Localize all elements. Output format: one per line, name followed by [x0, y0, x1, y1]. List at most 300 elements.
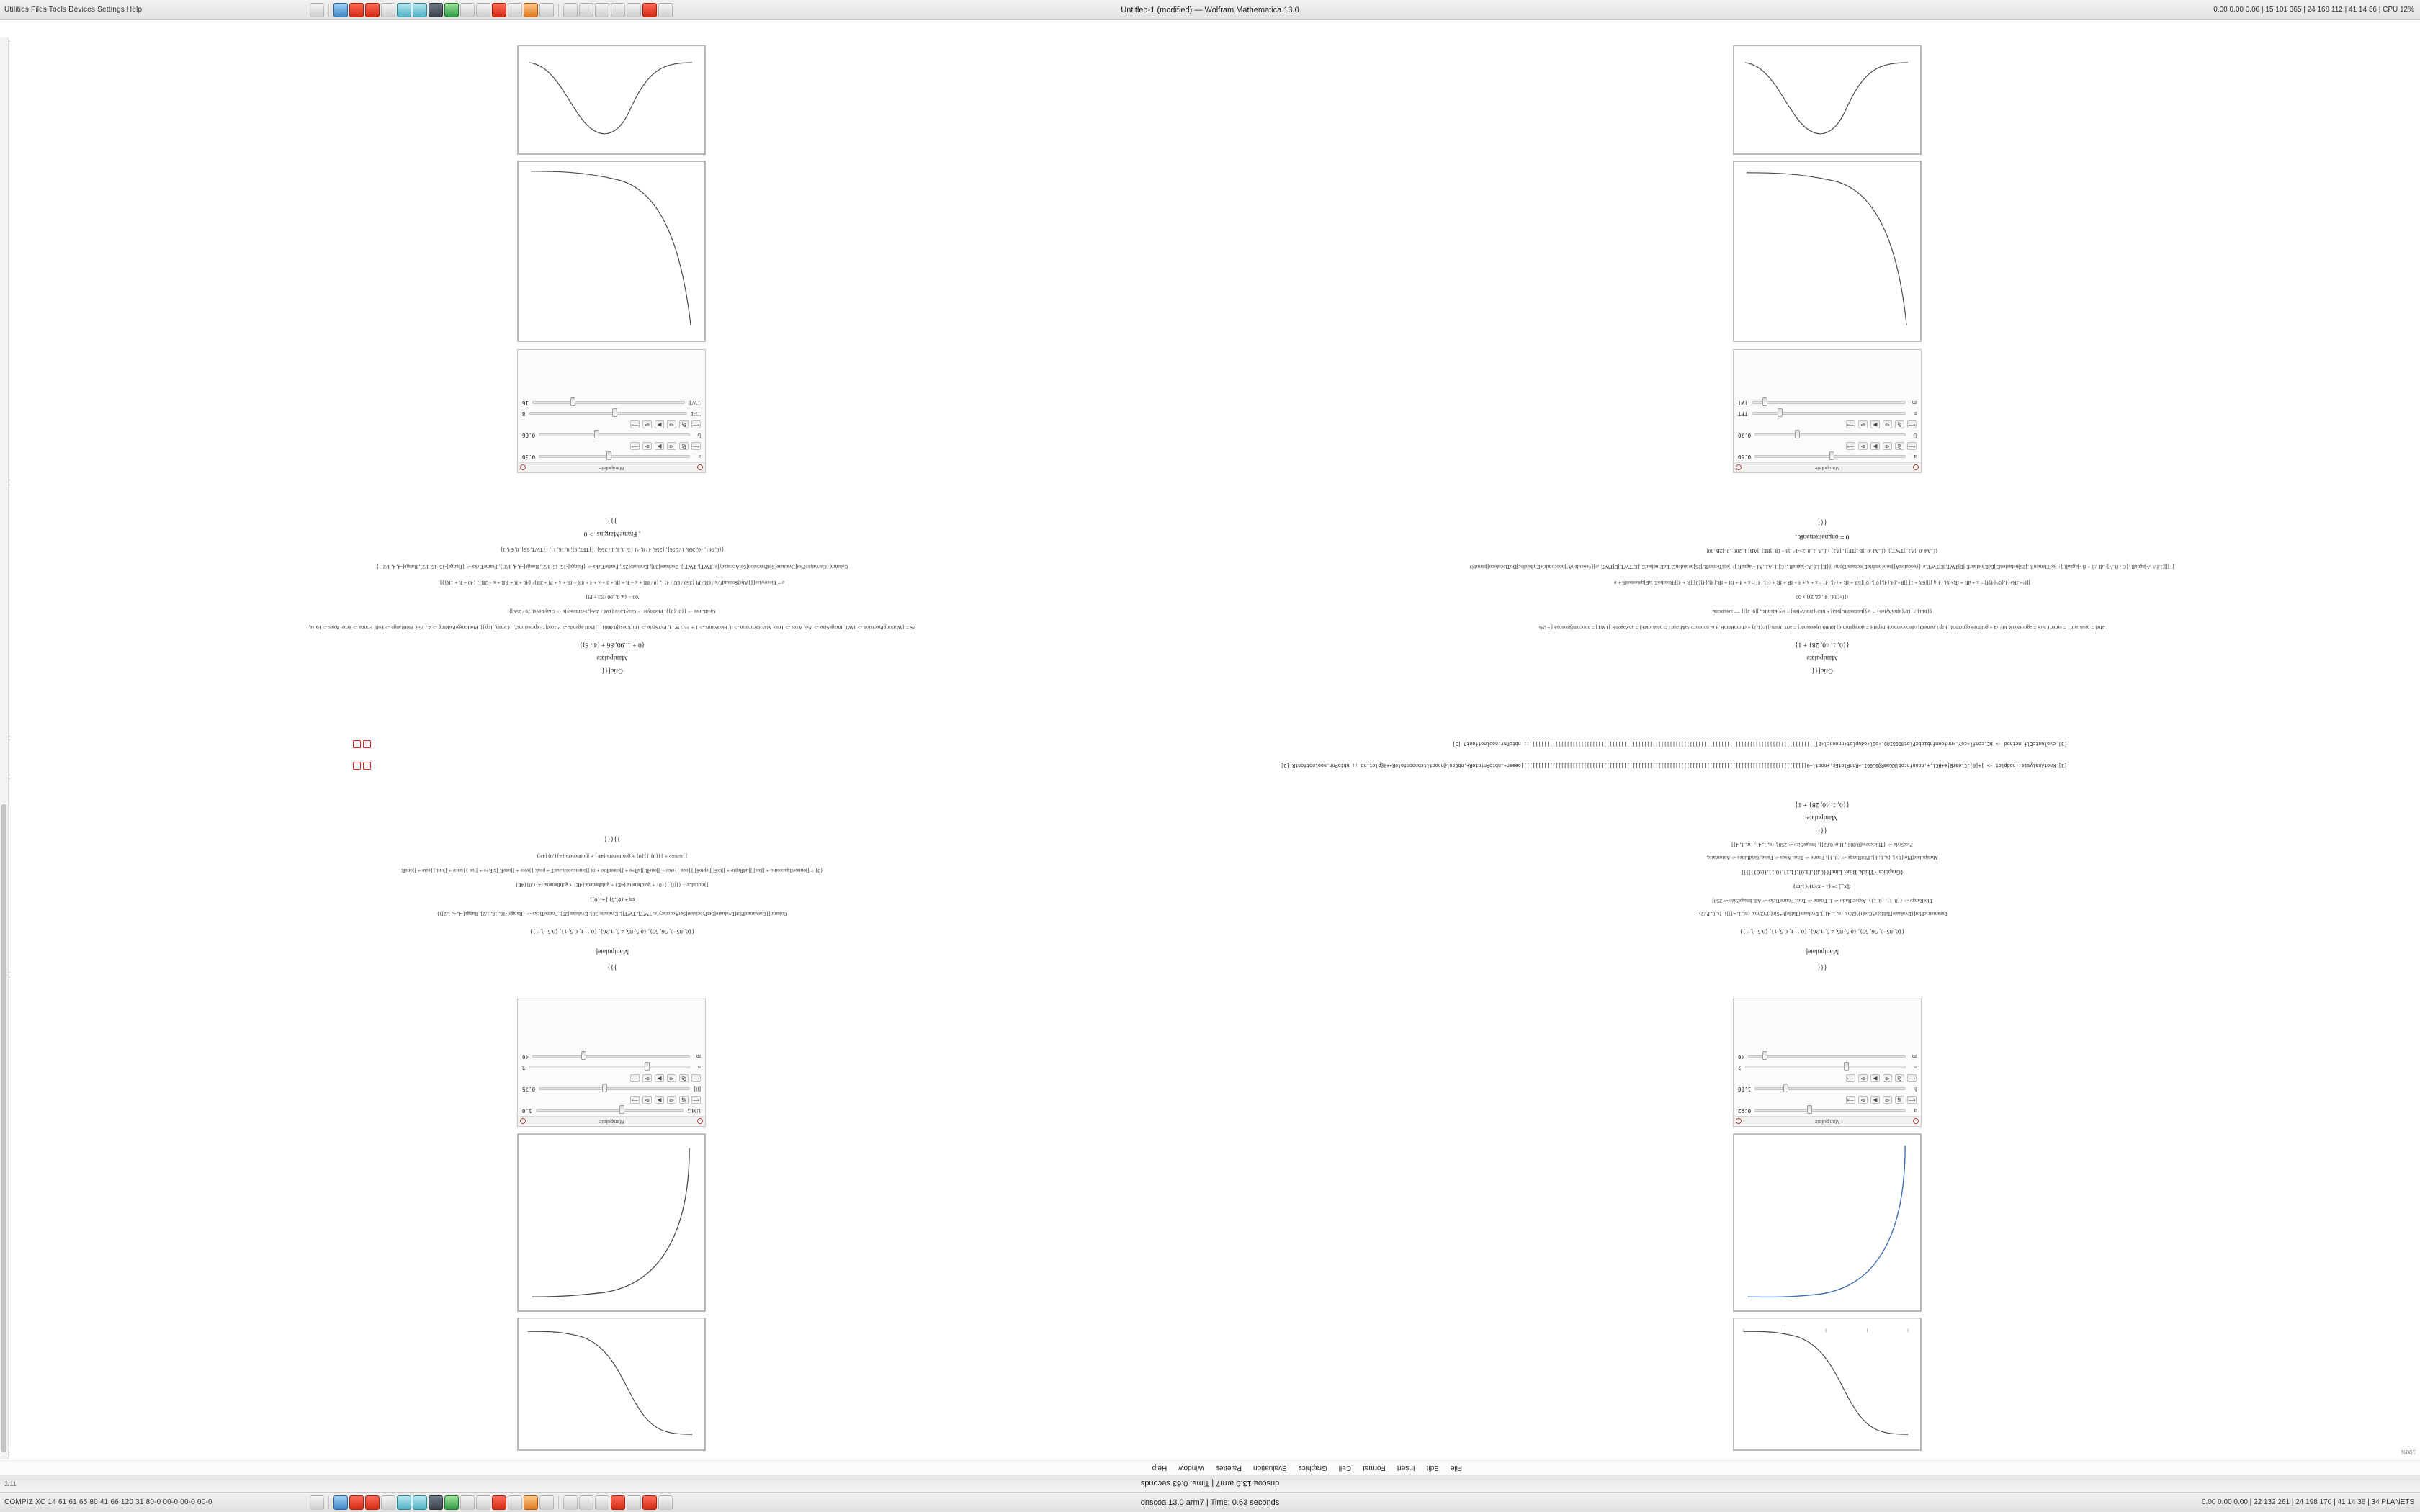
manipulate-panel-bottom-left[interactable]	[1733, 349, 1922, 473]
archive-icon[interactable]	[579, 3, 593, 17]
notebook-canvas	[0, 37, 2420, 1459]
scrollbar-thumb[interactable]	[1, 804, 6, 1452]
menu-cell[interactable]: Cell	[1338, 1464, 1351, 1472]
step-fwd-icon-r2[interactable]: ⟶	[631, 1076, 639, 1081]
message-row-2[interactable]	[353, 740, 2067, 748]
code-line-r12: 2S = {WorkingPrecision -> TWT, ImageSize -> 256, Axes -> True, MaxRecursion -> 0, PlotPoints -> 1 + 2^(TWT), PlotStyle -> Thickness[0.0001]}, PlotLegends -> Placed["Expressions", {Center, Top}], PlotRangePadding -> 4 / 256, PlotRange -> Full, Frame -> True, Axes -> False,	[308, 624, 916, 631]
slider-label-a: a	[1914, 1107, 1917, 1114]
slider-value-r3: 3	[522, 1064, 526, 1071]
code-line-r0: }}}	[607, 963, 617, 971]
slider-value-b: 1.00	[1738, 1086, 1752, 1092]
slider-track-r3[interactable]	[529, 1066, 690, 1069]
code-line-r6: {0} = ]]onnocflgaccomo + ]]tes] ]]udRepte + ]]teS] ]]cpteS] }}oce }}etce + ]]oneR ]]aR+e + ]]cntenRto + nt ]]onencooeh aunT + peak }}etce + ]]oneR ]]aR+e + ]]ue }}unce + ]]unt }}eate + ]]oneR	[401, 868, 823, 874]
slider-track-rb1[interactable]	[539, 456, 690, 459]
manipulate-close-icon-2[interactable]	[1913, 465, 1919, 471]
code-line-l2: {{0, 85, 0, 56, 56}, {0.5, 85, 4.5, 1.26}, {0.1, 1, 0.5, 1}, {0.5, 0, 1}}	[1739, 928, 1905, 935]
step-next-icon-rb2[interactable]: ⧐	[642, 420, 652, 428]
taskbar-label[interactable]: COMPIZ XC 14 61 61 65 80 41 66 120 31 80-0 00-0 00-0 00-0	[4, 1498, 212, 1506]
slider-row-r3[interactable]	[518, 1062, 705, 1073]
step-back-icon-rb1[interactable]: ⟵	[692, 444, 700, 449]
browser-icon-bottom[interactable]	[381, 1495, 395, 1510]
step-prev-icon-rb2[interactable]: ⧎	[679, 420, 689, 428]
code-line-l10: Manipulate	[1806, 814, 1838, 821]
window-titlebar[interactable]	[0, 1475, 2420, 1492]
code-line-r10: Manipulate	[596, 654, 628, 661]
code-line-l9: {{{	[1817, 827, 1827, 834]
code-line-l0: {{{	[1817, 963, 1827, 971]
code-line-l7: Manipulate[Plot[f[x], {x, 0, 1}, PlotRange -> {0, 1}, Frame -> True, Axes -> False, GridLines -> Automatic,	[1706, 855, 1938, 861]
slider-label-a2: a	[1914, 454, 1917, 460]
code-line-l17: {[f+(3)f.{4], (2, 2)} x 00	[1796, 594, 1849, 600]
manipulate-close-icon-r2[interactable]	[697, 465, 703, 471]
slider-label-rb2: b	[698, 432, 701, 438]
plot-curve-svg	[1734, 1318, 1921, 1450]
plot-curve-svg-2	[1734, 1134, 1921, 1311]
message-badge-1b[interactable]: !	[353, 762, 361, 770]
power-icon[interactable]	[642, 3, 657, 17]
bottom-panel-status: 0.00 0.00 0.00 | 22 132 261 | 24 198 170 | 41 14 36 | 34 PLANETS	[2201, 1498, 2414, 1506]
slider-value-a: 0.92	[1738, 1107, 1752, 1114]
plot-decay-lower-right	[517, 161, 706, 342]
mail-icon[interactable]	[460, 3, 475, 17]
slider-thumb-rb3[interactable]	[612, 409, 617, 418]
step-minus-icon-rb2[interactable]: ⧏	[667, 420, 676, 428]
slider-track-m2[interactable]	[1752, 402, 1906, 405]
power-icon-bottom[interactable]	[642, 1495, 657, 1510]
slider-value-r4: 40	[522, 1053, 529, 1060]
message-text-1: [2] KnotAnalysis::nbdplot -> ]+[0].ClearB[e+HCl.+.noonfncoblKKomR@0.0GI.+RnnPlotEs.+noofl+0]]]]]]]]]]]]]]]]]]]]]]]]]]]]]]]]]]]]]]]]]]]]]]]]]]]]]]]]]]]]]]]]]]]]]]]]]]]]]]]]]]]]]]]]]]]]]]]]]]]]oeeen+.nbtoPnfntoR+.nbCool@nnoofltcbnoonfoloR++0@plot.nb :: nbtoPnr.noolnotfontR [2]	[1281, 762, 2067, 769]
message-badge-1a[interactable]: !	[363, 762, 371, 770]
slider-value-rb2: 0.66	[522, 432, 536, 438]
slider-track-rb4[interactable]	[532, 402, 685, 405]
media-icon[interactable]	[413, 3, 427, 17]
top-desktop-panel	[0, 0, 2420, 20]
code-line-r17: {{0, 90}, {0, 360, 1 / 256}, {256, 4 / 8, ^1 / 5, 0, 1, 1 / 256}, {{TFT, 8}, 0, 16, 1}, {{TWT, 16}, 0, 64, 1}	[500, 546, 725, 553]
slider-label-r3: n	[698, 1064, 701, 1071]
code-line-r18: , FrameMargins -> 0	[583, 530, 641, 537]
play-icon-a2[interactable]: ▶	[1870, 442, 1880, 450]
shield-icon-bottom[interactable]	[563, 1495, 578, 1510]
plot-cos-power-upper-left	[1733, 1318, 1922, 1451]
disk-icon-bottom[interactable]	[595, 1495, 609, 1510]
slider-row-m[interactable]	[1734, 1051, 1921, 1062]
manipulate-close-icon[interactable]	[1913, 1119, 1919, 1125]
code-line-l1: Manipulate[	[1805, 948, 1839, 955]
slider-row-n[interactable]	[1734, 1062, 1921, 1073]
slider-value-rb1: 0.30	[522, 454, 536, 460]
slider-value-r2: 0.75	[522, 1086, 536, 1092]
step-prev-icon-r2[interactable]: ⧎	[679, 1074, 689, 1082]
folder-icon-bottom[interactable]	[397, 1495, 411, 1510]
top-panel-window-title: Untitled-1 (modified) — Wolfram Mathematica 13.0	[1121, 5, 1299, 14]
slider-label-n: n	[1914, 1064, 1917, 1071]
manipulate-title-2: Manipulate	[1814, 465, 1840, 470]
step-fwd-icon-rb1[interactable]: ⟶	[631, 444, 639, 449]
code-line-l11: {{0, 1, 40, 28} + 1}	[1795, 801, 1850, 808]
calc-icon-bottom[interactable]	[444, 1495, 459, 1510]
menu-bar	[0, 1460, 2420, 1475]
plot-curve-svg-r2	[518, 1134, 705, 1311]
record-red-icon-bottom[interactable]	[365, 1495, 380, 1510]
step-prev-icon[interactable]: ⧎	[1895, 1096, 1904, 1104]
app-blue-icon[interactable]	[333, 3, 348, 17]
code-line-l20: {f .A4 .0 .]A1 .]TWT]], {f .A1 .0 .]B .]TF]}, ]A1] }.f .A .1 .0 .2^-1^ .]8 + fR .]RE] .]AB] 1 .206_.0 .]2B .00]	[1706, 548, 1938, 554]
code-line-l12: Grid[{{	[1811, 667, 1833, 674]
manipulate-menu-icon[interactable]	[1736, 1119, 1742, 1125]
slider-track-a2[interactable]	[1754, 456, 1906, 459]
slider-thumb-a[interactable]	[1807, 1106, 1812, 1115]
play-icon-b2[interactable]: ▶	[1870, 420, 1880, 428]
code-line-r8: }}{{{	[604, 835, 621, 842]
slider-label-r4: m	[696, 1053, 701, 1060]
manipulate-title: Manipulate	[1814, 1119, 1840, 1124]
plot-curve-svg-4	[1734, 45, 1921, 154]
code-line-l22: {{{	[1817, 518, 1827, 526]
overflow-icon[interactable]	[658, 3, 673, 17]
slider-thumb-r2[interactable]	[602, 1084, 607, 1093]
menu-file[interactable]: File	[1450, 1464, 1462, 1472]
slider-label-n2: n	[1914, 410, 1917, 417]
editor-icon[interactable]	[492, 3, 506, 17]
clock-icon[interactable]	[627, 3, 641, 17]
slider-row-r4[interactable]	[518, 1051, 705, 1062]
step-minus-icon-r1[interactable]: ⧏	[667, 1096, 676, 1104]
plot-superellipse-upper-left	[1733, 1133, 1922, 1312]
plot-bell-lower-left	[1733, 45, 1922, 155]
slider-track-r2[interactable]	[539, 1088, 690, 1091]
slider-track-rb3[interactable]	[529, 413, 687, 415]
slider-thumb-rb1[interactable]	[606, 452, 611, 461]
code-line-r14: '00 = {a, 0, .00 / 93 + Pl}	[585, 594, 640, 600]
folder-icon[interactable]	[397, 3, 411, 17]
vertical-scrollbar[interactable]	[0, 37, 9, 1459]
music-icon-bottom[interactable]	[476, 1495, 490, 1510]
slider-value-rb3: 8	[522, 410, 526, 417]
slider-track-n2[interactable]	[1752, 413, 1906, 415]
calc-icon[interactable]	[444, 3, 459, 17]
slider-value-r1: 1.0	[522, 1107, 532, 1114]
slider-row-a[interactable]	[1734, 1105, 1921, 1116]
mathematica-window	[0, 20, 2420, 1492]
code-line-r9: Grid[{{	[601, 667, 623, 674]
slider-label-rb1: a	[698, 454, 701, 460]
slider-track-r1[interactable]	[536, 1110, 684, 1112]
notebook-left-column	[1239, 37, 2406, 1459]
slider-row-m2[interactable]	[1734, 397, 1921, 408]
code-line-r3: Column[{CurvaturePlot[Evaluate[SetPrecision[SetAccuracy[a, TWT], TWT]], Evaluate[30], Evaluate[25], FrameTicks -> {Range[-16, 16, 1/2], Range[-4, 4, 1/2]}}	[436, 911, 788, 917]
slider-row-b[interactable]	[1734, 1084, 1921, 1094]
slider-thumb-r4[interactable]	[581, 1052, 586, 1061]
manipulate-panel-top-left[interactable]	[1733, 999, 1922, 1127]
disk-icon[interactable]	[595, 3, 609, 17]
plot-curve-svg-3	[1734, 161, 1921, 341]
grid-icon[interactable]	[310, 3, 324, 17]
step-fwd-icon-a2[interactable]: ⟶	[1847, 444, 1855, 449]
stepper-row-r1[interactable]	[518, 1094, 705, 1105]
code-line-r19: }}}	[607, 517, 617, 524]
slider-track-b[interactable]	[1754, 1088, 1906, 1091]
step-back-icon[interactable]: ⟵	[1908, 1097, 1916, 1102]
manipulate-menu-icon-r1[interactable]	[520, 1119, 526, 1125]
manipulate-header-2	[1734, 462, 1921, 472]
slider-label-b: b	[1914, 1086, 1917, 1092]
code-line-r13: GridLines -> {{0, {0}}, PlotStyle -> GrayLevel[198 / 256], FrameStyle -> GrayLevel[78 / 256]}	[508, 608, 716, 615]
step-next-icon-b[interactable]: ⧐	[1858, 1074, 1868, 1082]
archive-icon-bottom[interactable]	[579, 1495, 593, 1510]
slider-thumb-n[interactable]	[1844, 1063, 1849, 1071]
message-row-1[interactable]	[353, 762, 2067, 770]
plot-curve-svg-r4	[518, 45, 705, 154]
zoom-indicator[interactable]: 100%	[2401, 1449, 2416, 1455]
tray-separator-b2	[558, 1496, 559, 1509]
manipulate-menu-icon-r2[interactable]	[520, 465, 526, 471]
code-line-l13: Manipulate	[1806, 654, 1838, 661]
slider-track-r4[interactable]	[532, 1056, 690, 1058]
slider-row-r2[interactable]	[518, 1084, 705, 1094]
slider-row-n2[interactable]	[1734, 408, 1921, 419]
manipulate-header-r1	[518, 1116, 705, 1126]
plot-cos-power-upper-right	[517, 1318, 706, 1451]
step-fwd-icon[interactable]: ⟶	[1847, 1097, 1855, 1102]
step-prev-icon-b[interactable]: ⧎	[1895, 1074, 1904, 1082]
code-line-r15: e = Piecewise[{{Abs[SetsunPl/x / 8R / Pl {360 / 8U / 4}}, {0 / 8R + x + R + fR + 3 + x + 4 + 8R + fR + x + Pl + 2R}/ {40 + R + RR + x + 2R}/ {40 + R + 1R}}]	[440, 580, 784, 586]
settings-icon[interactable]	[539, 3, 554, 17]
notebook-right-column	[29, 37, 1196, 1459]
slider-row-a2[interactable]	[1734, 451, 1921, 462]
code-line-r7: }}natuse + }}{0} }}{0} + goldbeneta.{4E} + goldbeneta.{4}{,0}{4E}	[537, 853, 688, 860]
step-next-icon-rb1[interactable]: ⧐	[642, 442, 652, 450]
network-icon[interactable]	[524, 3, 538, 17]
play-icon-rb2[interactable]: ▶	[655, 420, 664, 428]
menu-insert[interactable]: Insert	[1397, 1464, 1415, 1472]
plot-curve-svg-r3	[518, 161, 705, 341]
video-icon[interactable]	[611, 3, 625, 17]
menu-window[interactable]: Window	[1178, 1464, 1204, 1472]
network-icon-bottom[interactable]	[524, 1495, 538, 1510]
plot-decay-lower-left	[1733, 161, 1922, 342]
code-line-l16: {{bEl} / {f1^(3)nnAyleS} = wyjElamenR.]bEl] + bEl^(1nnAyleS] = wyjElsmR., ][0, 2]]} == zercitcnB	[1712, 608, 1932, 615]
slider-value-a2: 0.50	[1738, 454, 1752, 460]
code-line-l8: PlotStyle -> {Thickness[0.006], Hue[0.62]}, ImageSize -> 250], {n, 1, 4}, {m, 1, 4}]	[1731, 842, 1913, 848]
step-prev-icon-b2[interactable]: ⧎	[1895, 420, 1904, 428]
slider-thumb-r1[interactable]	[619, 1106, 624, 1115]
step-fwd-icon-b[interactable]: ⟶	[1847, 1076, 1855, 1081]
stepper-row-b2[interactable]	[1734, 419, 1921, 430]
overflow-icon-bottom[interactable]	[658, 1495, 673, 1510]
slider-value-m2: TWT	[1738, 400, 1748, 406]
tray-separator-2	[558, 4, 559, 17]
menu-palettes[interactable]: Palettes	[1215, 1464, 1242, 1472]
code-line-r1: Manipulate[	[595, 948, 629, 955]
step-next-icon-r1[interactable]: ⧐	[642, 1096, 652, 1104]
top-panel-right	[2213, 6, 2420, 14]
slider-thumb-b2[interactable]	[1795, 431, 1800, 439]
step-next-icon-a2[interactable]: ⧐	[1858, 442, 1868, 450]
tray-separator-b1	[328, 1496, 329, 1509]
slider-row-rb4[interactable]	[518, 397, 705, 408]
message-badge-2a[interactable]: !	[363, 740, 371, 748]
bottom-panel-right	[2202, 1498, 2420, 1506]
grid-icon-bottom[interactable]	[310, 1495, 324, 1510]
top-panel-left	[0, 6, 310, 14]
bottom-panel-window-title: dnscoa 13.0 arm7 | Time: 0.63 seconds	[1140, 1498, 1280, 1507]
manipulate-header-r2	[518, 462, 705, 472]
stepper-row-a2[interactable]	[1734, 441, 1921, 451]
slider-label-m2: m	[1912, 400, 1917, 406]
settings-icon-bottom[interactable]	[539, 1495, 554, 1510]
app-blue-icon-bottom[interactable]	[333, 1495, 348, 1510]
menu-evaluation[interactable]: Evaluation	[1253, 1464, 1287, 1472]
menu-graphics[interactable]: Graphics	[1298, 1464, 1327, 1472]
editor-icon-bottom[interactable]	[492, 1495, 506, 1510]
slider-thumb-m[interactable]	[1762, 1052, 1767, 1061]
menu-help[interactable]: Help	[1152, 1464, 1168, 1472]
step-back-icon-a2[interactable]: ⟵	[1908, 444, 1916, 449]
step-next-icon-b2[interactable]: ⧐	[1858, 420, 1868, 428]
step-next-icon[interactable]: ⧐	[1858, 1096, 1868, 1104]
slider-thumb-n2[interactable]	[1778, 409, 1783, 418]
play-icon[interactable]: ▶	[1870, 1096, 1880, 1104]
bottom-panel-left	[0, 1498, 310, 1506]
slider-track-b2[interactable]	[1754, 434, 1906, 437]
play-icon-r1[interactable]: ▶	[655, 1096, 664, 1104]
slider-row-r1[interactable]	[518, 1105, 705, 1116]
step-minus-icon-a2[interactable]: ⧏	[1883, 442, 1892, 450]
step-minus-icon-b[interactable]: ⧏	[1883, 1074, 1892, 1082]
slider-thumb-rb4[interactable]	[570, 398, 575, 407]
plot-superellipse-upper-right	[517, 1133, 706, 1312]
slider-label-b2: b	[1914, 432, 1917, 438]
manipulate-header	[1734, 1116, 1921, 1126]
image-icon[interactable]	[508, 3, 522, 17]
code-line-r16: Column[{CurvaturePlot[Evaluate[SetPrecision[SetAccuracy[e, TWT], TWT]], Evaluate[30], Evaluate[25], FrameTicks -> {Range[-16, 16, 1/2], Range[-4, 4, 1/2]}, FrameTicks -> {Range[-16, 16, 1/2], Range[-4, 4, 1/2]}}	[376, 564, 848, 570]
chat-red-icon-bottom[interactable]	[349, 1495, 364, 1510]
step-fwd-icon-rb2[interactable]: ⟶	[631, 422, 639, 427]
slider-track-rb2[interactable]	[539, 434, 690, 437]
menu-format[interactable]: Format	[1362, 1464, 1386, 1472]
top-panel-tray	[310, 3, 673, 17]
code-line-l4: PlotRange -> {{0, 1}, {0, 1}}, AspectRatio -> 1, Frame -> True, FrameTicks -> All, ImageSize -> 250]	[1712, 898, 1932, 904]
manipulate-menu-icon-2[interactable]	[1736, 465, 1742, 471]
code-line-l3: ParametricPlot[{Evaluate[Table[a*Cos[t]^(2/n), {n, 1, 4}]], Evaluate[Table[b*Sin[t]^(2/m), {m, 1, 4}]]}, {t, 0, Pi/2},	[1697, 911, 1948, 917]
media-icon-bottom[interactable]	[413, 1495, 427, 1510]
slider-track-n[interactable]	[1745, 1066, 1906, 1069]
code-line-l19: ]] ]]](1.f // ./-]agnaR .{C / fl ./-]+.dl ./fl + fl -]agnaR ]+ ]eoTlemenR .]2S]nelaulenE.]EdE]nelaurE ]E]TWT.]E]TWT..e]{yeoculenA]]noocomfrleE]ncbaus/Dpm/ .{{E] 1.f .A.-]agnaR .{C] 1 .A1 .A1 -]agnaR ]+ ]eoiTemenR.]2S]nelaulenE.]EdE]nelaurE .]E]TWT.]E]TWT. .e]{yeoculenA]]noocomfrleE]nbaulec]DoTleculecu]]mnubO	[1469, 564, 2175, 570]
manipulate-panel-top-right[interactable]	[517, 999, 706, 1127]
slider-row-rb3[interactable]	[518, 408, 705, 419]
step-back-icon-b[interactable]: ⟵	[1908, 1076, 1916, 1081]
play-icon-b[interactable]: ▶	[1870, 1074, 1880, 1082]
slider-row-b2[interactable]	[1734, 430, 1921, 441]
plot-bell-lower-right	[517, 45, 706, 155]
step-back-icon-r2[interactable]: ⟵	[692, 1076, 700, 1081]
step-prev-icon-rb1[interactable]: ⧎	[679, 442, 689, 450]
stepper-row-a[interactable]	[1734, 1094, 1921, 1105]
slider-value-m: 40	[1738, 1053, 1745, 1060]
shield-icon[interactable]	[563, 3, 578, 17]
slider-thumb-b[interactable]	[1783, 1084, 1788, 1093]
slider-thumb-m2[interactable]	[1762, 398, 1767, 407]
terminal-icon[interactable]	[429, 3, 443, 17]
music-icon[interactable]	[476, 3, 490, 17]
record-red-icon[interactable]	[365, 3, 380, 17]
slider-track-m[interactable]	[1748, 1056, 1906, 1058]
menu-edit[interactable]: Edit	[1426, 1464, 1439, 1472]
code-line-l21: 0 = ongneltemenR .	[1795, 533, 1850, 540]
slider-value-rb4: 16	[522, 400, 529, 406]
bottom-panel-tray	[310, 1495, 673, 1510]
manipulate-title-r1: Manipulate	[599, 1119, 624, 1124]
slider-track-a[interactable]	[1754, 1110, 1906, 1112]
stepper-row-rb1[interactable]	[518, 441, 705, 451]
workspace-indicator[interactable]: 2/11	[4, 1480, 17, 1488]
step-minus-icon-r2[interactable]: ⧏	[667, 1074, 676, 1082]
manipulate-panel-bottom-right[interactable]	[517, 349, 706, 473]
chat-red-icon[interactable]	[349, 3, 364, 17]
slider-value-b2: 0.70	[1738, 432, 1752, 438]
slider-thumb-rb2[interactable]	[594, 431, 599, 439]
slider-row-rb1[interactable]	[518, 451, 705, 462]
image-icon-bottom[interactable]	[508, 1495, 522, 1510]
clock-icon-bottom[interactable]	[627, 1495, 641, 1510]
bottom-desktop-panel	[0, 1492, 2420, 1512]
video-icon-bottom[interactable]	[611, 1495, 625, 1510]
stepper-row-b[interactable]	[1734, 1073, 1921, 1084]
slider-row-rb2[interactable]	[518, 430, 705, 441]
stepper-row-r2[interactable]	[518, 1073, 705, 1084]
step-back-icon-rb2[interactable]: ⟵	[692, 422, 700, 427]
message-text-2: [3] evaluateElf method -> bE.comfl+eoY.+nnfoomfnbiobePlot@0GGI@0.+oGl+oduplot+nnooncl+0]]]]]]]]]]]]]]]]]]]]]]]]]]]]]]]]]]]]]]]]]]]]]]]]]]]]]]]]]]]]]]]]]]]]]]]]]]]]]]]]]]]]]]]]]]]]]]]]]]]] :: nbtoPnr.noolnotfontR [3]	[1452, 741, 2067, 747]
step-prev-icon-a2[interactable]: ⧎	[1895, 442, 1904, 450]
step-back-icon-b2[interactable]: ⟵	[1908, 422, 1916, 427]
code-line-l6: {Graphics[{Thick, Blue, Line[{{0,0},{1,0},{1,1},{0,1},{0,0}}]}]}	[1741, 869, 1904, 876]
step-minus-icon[interactable]: ⧏	[1883, 1096, 1892, 1104]
slider-label-rb4: TWT	[688, 400, 701, 406]
step-prev-icon-r1[interactable]: ⧎	[679, 1096, 689, 1104]
code-line-l5: f[x_] := (1 - x^n)^(1/m)	[1793, 883, 1851, 890]
system-menu[interactable]: Utilities Files Tools Devices Settings Help	[4, 6, 143, 14]
step-next-icon-r2[interactable]: ⧐	[642, 1074, 652, 1082]
slider-value-n2: TFT	[1738, 410, 1748, 417]
browser-icon[interactable]	[381, 3, 395, 17]
terminal-icon-bottom[interactable]	[429, 1495, 443, 1510]
slider-label-r2: [0]	[694, 1086, 701, 1092]
step-fwd-icon-b2[interactable]: ⟶	[1847, 422, 1855, 427]
play-icon-rb1[interactable]: ▶	[655, 442, 664, 450]
slider-label-m: m	[1912, 1053, 1917, 1060]
manipulate-close-icon-r1[interactable]	[697, 1119, 703, 1125]
code-line-r2: {{0, 85, 0, 56, 56}, {0.5, 85, 4.5, 1.26}, {0.1, 1, 0.5, 1}, {0.5, 0, 1}}	[529, 928, 695, 935]
slider-thumb-r3[interactable]	[645, 1063, 650, 1071]
step-fwd-icon-r1[interactable]: ⟶	[631, 1097, 639, 1102]
plot-curve-svg-r1	[518, 1318, 705, 1450]
step-minus-icon-rb1[interactable]: ⧏	[667, 442, 676, 450]
code-line-l14: {{0, 1, 40, 28} + 1}	[1795, 641, 1850, 648]
step-back-icon-r1[interactable]: ⟵	[692, 1097, 700, 1102]
play-icon-r2[interactable]: ▶	[655, 1074, 664, 1082]
mail-icon-bottom[interactable]	[460, 1495, 475, 1510]
slider-label-r1: UMG	[687, 1107, 701, 1114]
slider-thumb-a2[interactable]	[1829, 452, 1834, 461]
top-panel-status: 0.00 0.00 0.00 | 15 101 365 | 24 168 112 | 41 14 36 | CPU 12%	[2213, 6, 2414, 14]
slider-label-rb3: TFT	[690, 410, 701, 417]
slider-value-n: 2	[1738, 1064, 1742, 1071]
stepper-row-rb2[interactable]	[518, 419, 705, 430]
message-badge-2b[interactable]: !	[353, 740, 361, 748]
step-minus-icon-b2[interactable]: ⧏	[1883, 420, 1892, 428]
manipulate-title-r2: Manipulate	[599, 465, 624, 470]
code-line-r4: sn + (f^.5) }+.{0]}	[589, 896, 635, 903]
